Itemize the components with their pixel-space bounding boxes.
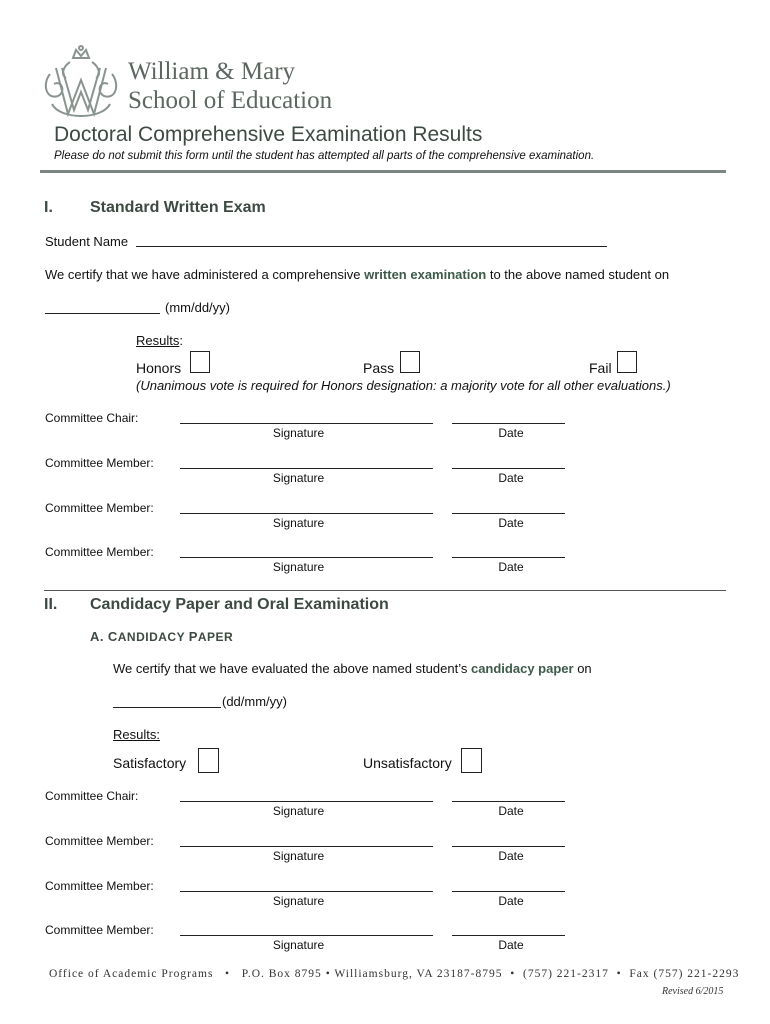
header-divider bbox=[40, 170, 726, 173]
school-name: School of Education bbox=[128, 87, 333, 114]
page-subtitle: Please do not submit this form until the student has attempted all parts of the comprehensive examination. bbox=[54, 150, 595, 162]
unsatisfactory-checkbox[interactable] bbox=[461, 748, 482, 773]
footer-bullet: • bbox=[616, 968, 622, 980]
option-honors-label: Honors bbox=[136, 360, 182, 376]
signature-caption: Signature bbox=[272, 849, 325, 863]
section-1-title: Standard Written Exam bbox=[90, 199, 266, 216]
section-2-title: Candidacy Paper and Oral Examination bbox=[90, 596, 389, 613]
paper-date-format: (dd/mm/yy) bbox=[222, 694, 287, 709]
footer-office: Office of Academic Programs bbox=[49, 968, 214, 980]
footer-contact bbox=[49, 968, 739, 980]
fail-checkbox[interactable] bbox=[617, 351, 637, 373]
committee-member-label: Committee Member: bbox=[45, 501, 154, 515]
committee-member-label: Committee Member: bbox=[45, 879, 154, 893]
certify-bold: candidacy paper bbox=[470, 661, 574, 676]
date-caption: Date bbox=[498, 804, 524, 818]
exam-date-field[interactable] bbox=[45, 313, 160, 314]
date-field[interactable] bbox=[452, 513, 565, 514]
signature-caption: Signature bbox=[272, 516, 325, 530]
date-caption: Date bbox=[498, 471, 524, 485]
signature-field[interactable] bbox=[180, 935, 433, 936]
subsection-letter: A. bbox=[90, 629, 104, 644]
date-field[interactable] bbox=[452, 423, 565, 424]
committee-chair-label: Committee Chair: bbox=[45, 789, 139, 803]
committee-member-label: Committee Member: bbox=[45, 545, 154, 559]
footer-city: • Williamsburg, VA 23187-8795 bbox=[325, 968, 503, 980]
subsection-rest2: APER bbox=[197, 630, 234, 644]
signature-field[interactable] bbox=[180, 557, 433, 558]
signature-caption: Signature bbox=[272, 938, 325, 952]
honors-checkbox[interactable] bbox=[190, 351, 210, 373]
signature-field[interactable] bbox=[180, 891, 433, 892]
date-field[interactable] bbox=[452, 468, 565, 469]
option-satisfactory-label: Satisfactory bbox=[113, 755, 187, 771]
signature-caption: Signature bbox=[272, 560, 325, 574]
signature-caption: Signature bbox=[272, 426, 325, 440]
signature-field[interactable] bbox=[180, 468, 433, 469]
results-label-text: Results bbox=[136, 333, 180, 348]
honors-note: (Unanimous vote is required for Honors designation: a majority vote for all other evaluations.) bbox=[136, 378, 671, 393]
signature-caption: Signature bbox=[272, 471, 325, 485]
subsection-p: P bbox=[188, 629, 198, 644]
certify-bold: written examination bbox=[364, 267, 487, 282]
section-1-certify-text bbox=[45, 267, 669, 282]
footer-address: P.O. Box 8795 bbox=[241, 968, 322, 980]
date-caption: Date bbox=[498, 849, 524, 863]
signature-field[interactable] bbox=[180, 846, 433, 847]
date-field[interactable] bbox=[452, 935, 565, 936]
date-field[interactable] bbox=[452, 557, 565, 558]
signature-field[interactable] bbox=[180, 513, 433, 514]
wm-cypher-logo bbox=[40, 44, 122, 124]
footer-phone: (757) 221-2317 bbox=[522, 968, 609, 980]
date-caption: Date bbox=[498, 426, 524, 440]
committee-chair-label: Committee Chair: bbox=[45, 411, 139, 425]
option-unsatisfactory-label: Unsatisfactory bbox=[363, 755, 452, 771]
results-label-2: Results: bbox=[113, 727, 160, 742]
footer-bullet: • bbox=[225, 968, 231, 980]
committee-member-label: Committee Member: bbox=[45, 923, 154, 937]
pass-checkbox[interactable] bbox=[400, 351, 420, 373]
signature-caption: Signature bbox=[272, 894, 325, 908]
page-title: Doctoral Comprehensive Examination Results bbox=[54, 123, 483, 146]
section-divider bbox=[44, 590, 726, 591]
student-name-field[interactable] bbox=[136, 246, 607, 247]
date-caption: Date bbox=[498, 560, 524, 574]
option-pass-label: Pass bbox=[363, 360, 395, 376]
certify-pre: We certify that we have evaluated the above named student’s bbox=[113, 661, 471, 676]
results-label bbox=[136, 333, 183, 348]
date-caption: Date bbox=[498, 894, 524, 908]
results-label-colon: : bbox=[179, 333, 183, 348]
committee-member-label: Committee Member: bbox=[45, 456, 154, 470]
signature-field[interactable] bbox=[180, 423, 433, 424]
crown-cypher-icon bbox=[40, 44, 122, 124]
committee-member-label: Committee Member: bbox=[45, 834, 154, 848]
subsection-c: C bbox=[107, 629, 118, 644]
subsection-rest1: ANDIDACY bbox=[117, 630, 189, 644]
satisfactory-checkbox[interactable] bbox=[198, 748, 219, 773]
date-field[interactable] bbox=[452, 801, 565, 802]
section-2-certify-text bbox=[113, 661, 592, 676]
date-caption: Date bbox=[498, 516, 524, 530]
section-1-number: I. bbox=[44, 199, 53, 216]
date-field[interactable] bbox=[452, 891, 565, 892]
footer-bullet: • bbox=[510, 968, 516, 980]
certify-post: on bbox=[573, 661, 592, 676]
date-caption: Date bbox=[498, 938, 524, 952]
footer-fax: Fax (757) 221-2293 bbox=[629, 968, 740, 980]
certify-pre: We certify that we have administered a comprehensive bbox=[45, 267, 365, 282]
signature-caption: Signature bbox=[272, 804, 325, 818]
revision-date: Revised 6/2015 bbox=[662, 986, 724, 997]
section-2-number: II. bbox=[44, 596, 58, 613]
subsection-a-heading bbox=[90, 629, 233, 644]
student-name-label: Student Name bbox=[45, 234, 129, 249]
date-field[interactable] bbox=[452, 846, 565, 847]
signature-field[interactable] bbox=[180, 801, 433, 802]
option-fail-label: Fail bbox=[589, 360, 612, 376]
certify-post: to the above named student on bbox=[486, 267, 670, 282]
institution-name: William & Mary bbox=[128, 58, 296, 85]
exam-date-format: (mm/dd/yy) bbox=[165, 300, 230, 315]
paper-date-field[interactable] bbox=[113, 707, 221, 708]
